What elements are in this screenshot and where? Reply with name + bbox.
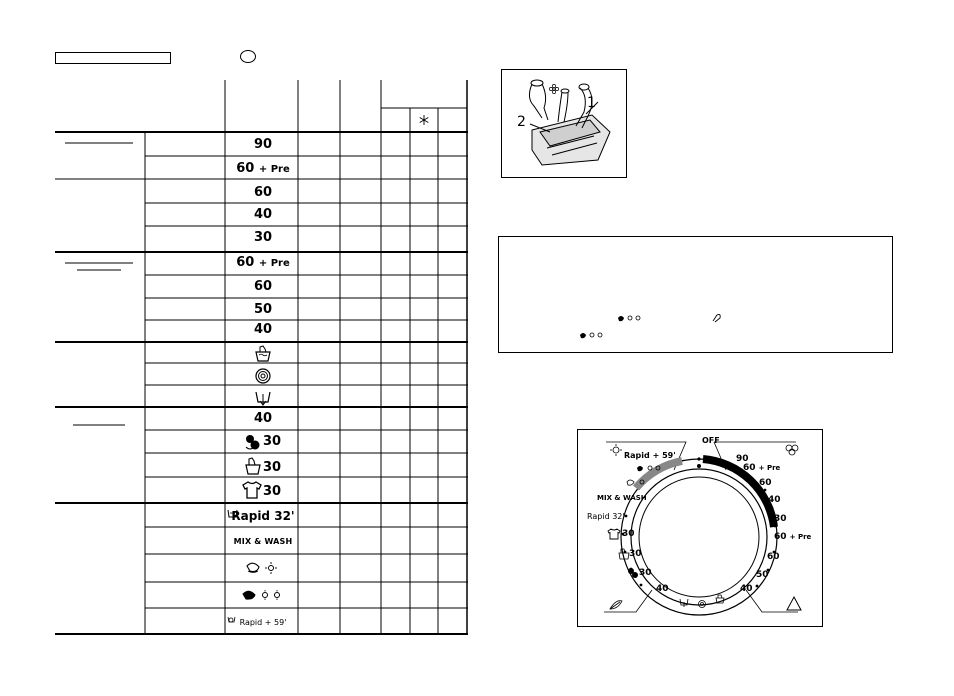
dial-left-rapid59-label: Rapid bbox=[624, 451, 650, 460]
dial-left-30-wool: 30 bbox=[639, 568, 652, 578]
dial-right-60pre bbox=[743, 463, 780, 473]
notice-box bbox=[498, 236, 893, 353]
row-temp-4: 40 bbox=[253, 207, 273, 222]
row-stain-sun bbox=[227, 558, 299, 578]
row-stain-double-sun bbox=[227, 585, 299, 605]
row-handwash bbox=[227, 456, 299, 476]
row-rapid32-label: Rapid bbox=[231, 509, 271, 523]
dial-left-rapid32-time: 32' bbox=[612, 512, 625, 521]
dial-feather-icon bbox=[610, 601, 622, 609]
row-temp-8: 50 bbox=[253, 302, 273, 317]
yarn-wool-icon bbox=[243, 432, 263, 452]
row-drain bbox=[227, 387, 299, 407]
dispenser-label-2: 2 bbox=[517, 114, 526, 130]
row-rapid32 bbox=[227, 509, 299, 523]
dial-left-mix: MIX & WASH bbox=[597, 494, 647, 502]
row-rapid59-time: 59' bbox=[274, 618, 287, 627]
dial-left-30-handwash: 30 bbox=[629, 549, 642, 559]
sun-tiny-icon bbox=[227, 616, 235, 624]
dispenser-figure bbox=[501, 69, 627, 178]
dial-left-rapid59 bbox=[624, 451, 676, 460]
row-temp-6-suffix: + Pre bbox=[258, 258, 290, 269]
dial-cotton-icon bbox=[786, 445, 798, 455]
dial-left-40: 40 bbox=[656, 584, 669, 594]
row-handwash-temp: 30 bbox=[263, 460, 282, 475]
header-box bbox=[55, 52, 171, 64]
dial-right-60: 60 bbox=[759, 478, 772, 488]
dial-shirt-icon bbox=[607, 528, 621, 540]
stain-sun-icon bbox=[245, 558, 281, 578]
dial-off-label: OFF bbox=[702, 436, 720, 445]
row-hand-wash-basin bbox=[227, 344, 299, 364]
row-wool bbox=[227, 431, 299, 451]
row-temp-2-value: 60 bbox=[236, 161, 255, 176]
dial-right-90: 90 bbox=[736, 454, 749, 464]
row-temp-3: 60 bbox=[253, 185, 273, 200]
hook-icon bbox=[711, 312, 723, 324]
dial-right-60pre-2 bbox=[774, 532, 811, 542]
row-rapid59 bbox=[227, 616, 299, 630]
row-temp-9: 40 bbox=[253, 322, 273, 337]
row-spin-spiral bbox=[227, 366, 299, 386]
hand-wash-basin-icon bbox=[253, 344, 273, 364]
dial-right-60pre-value: 60 bbox=[743, 463, 756, 473]
row-rapid32-time: 32' bbox=[274, 509, 295, 523]
dial-left-rapid59-time: 59' bbox=[662, 451, 676, 460]
dial-left-30-shirt: 30 bbox=[622, 529, 635, 539]
dial-wool-icon bbox=[627, 567, 639, 579]
stain-double-sun-icon bbox=[241, 585, 285, 605]
row-temp-2 bbox=[227, 162, 299, 177]
dial-stain-sun-icon bbox=[626, 477, 648, 487]
oval-marker bbox=[240, 50, 256, 63]
dial-left-rapid59-plus: + bbox=[652, 451, 660, 460]
notice-stain-icon-a bbox=[617, 313, 647, 323]
basin-small-icon bbox=[227, 509, 238, 518]
dial-left-rapid32-label: Rapid bbox=[587, 512, 610, 521]
row-shirt bbox=[227, 480, 299, 500]
shirt-icon bbox=[241, 480, 263, 500]
dial-synthetic-triangle-icon bbox=[787, 597, 801, 610]
notice-stain-icon-b bbox=[579, 330, 609, 340]
dial-right-60pre-2-suffix: + Pre bbox=[789, 533, 812, 541]
dial-right-40b: 40 bbox=[740, 584, 753, 594]
dial-right-50: 50 bbox=[756, 570, 769, 580]
row-temp-5: 30 bbox=[253, 230, 273, 245]
row-temp-2-suffix: + Pre bbox=[258, 164, 290, 175]
row-temp-6 bbox=[227, 256, 299, 271]
snowflake-icon bbox=[420, 115, 429, 125]
row-temp-6-value: 60 bbox=[236, 255, 255, 270]
spin-spiral-icon bbox=[253, 366, 273, 386]
programme-table bbox=[55, 80, 468, 635]
dial-stain-double-sun-icon bbox=[636, 463, 664, 473]
dial-right-30: 30 bbox=[774, 514, 787, 524]
dispenser-label-1: 1 bbox=[587, 95, 596, 111]
dial-left-rapid32 bbox=[587, 512, 625, 521]
dial-right-60b: 60 bbox=[767, 552, 780, 562]
row-wool-temp: 30 bbox=[263, 434, 282, 449]
programme-dial-panel bbox=[577, 429, 823, 627]
hand-wash-icon bbox=[243, 456, 263, 476]
dial-sun-icon bbox=[610, 444, 622, 456]
drain-arrow-icon bbox=[253, 387, 273, 407]
flower-icon bbox=[549, 84, 558, 93]
dial-right-60pre-suffix: + Pre bbox=[758, 464, 781, 472]
dial-spin-icon bbox=[699, 601, 706, 608]
row-rapid59-plus: + bbox=[264, 618, 272, 627]
row-temp-13: 40 bbox=[253, 411, 273, 426]
row-shirt-temp: 30 bbox=[263, 484, 282, 499]
dial-right-60pre-2-value: 60 bbox=[774, 532, 787, 542]
row-mix-wash: MIX & WASH bbox=[233, 537, 293, 546]
row-temp-7: 60 bbox=[253, 279, 273, 294]
row-rapid59-label: Rapid bbox=[239, 618, 263, 627]
row-temp-1: 90 bbox=[253, 137, 273, 152]
dial-right-40: 40 bbox=[768, 495, 781, 505]
